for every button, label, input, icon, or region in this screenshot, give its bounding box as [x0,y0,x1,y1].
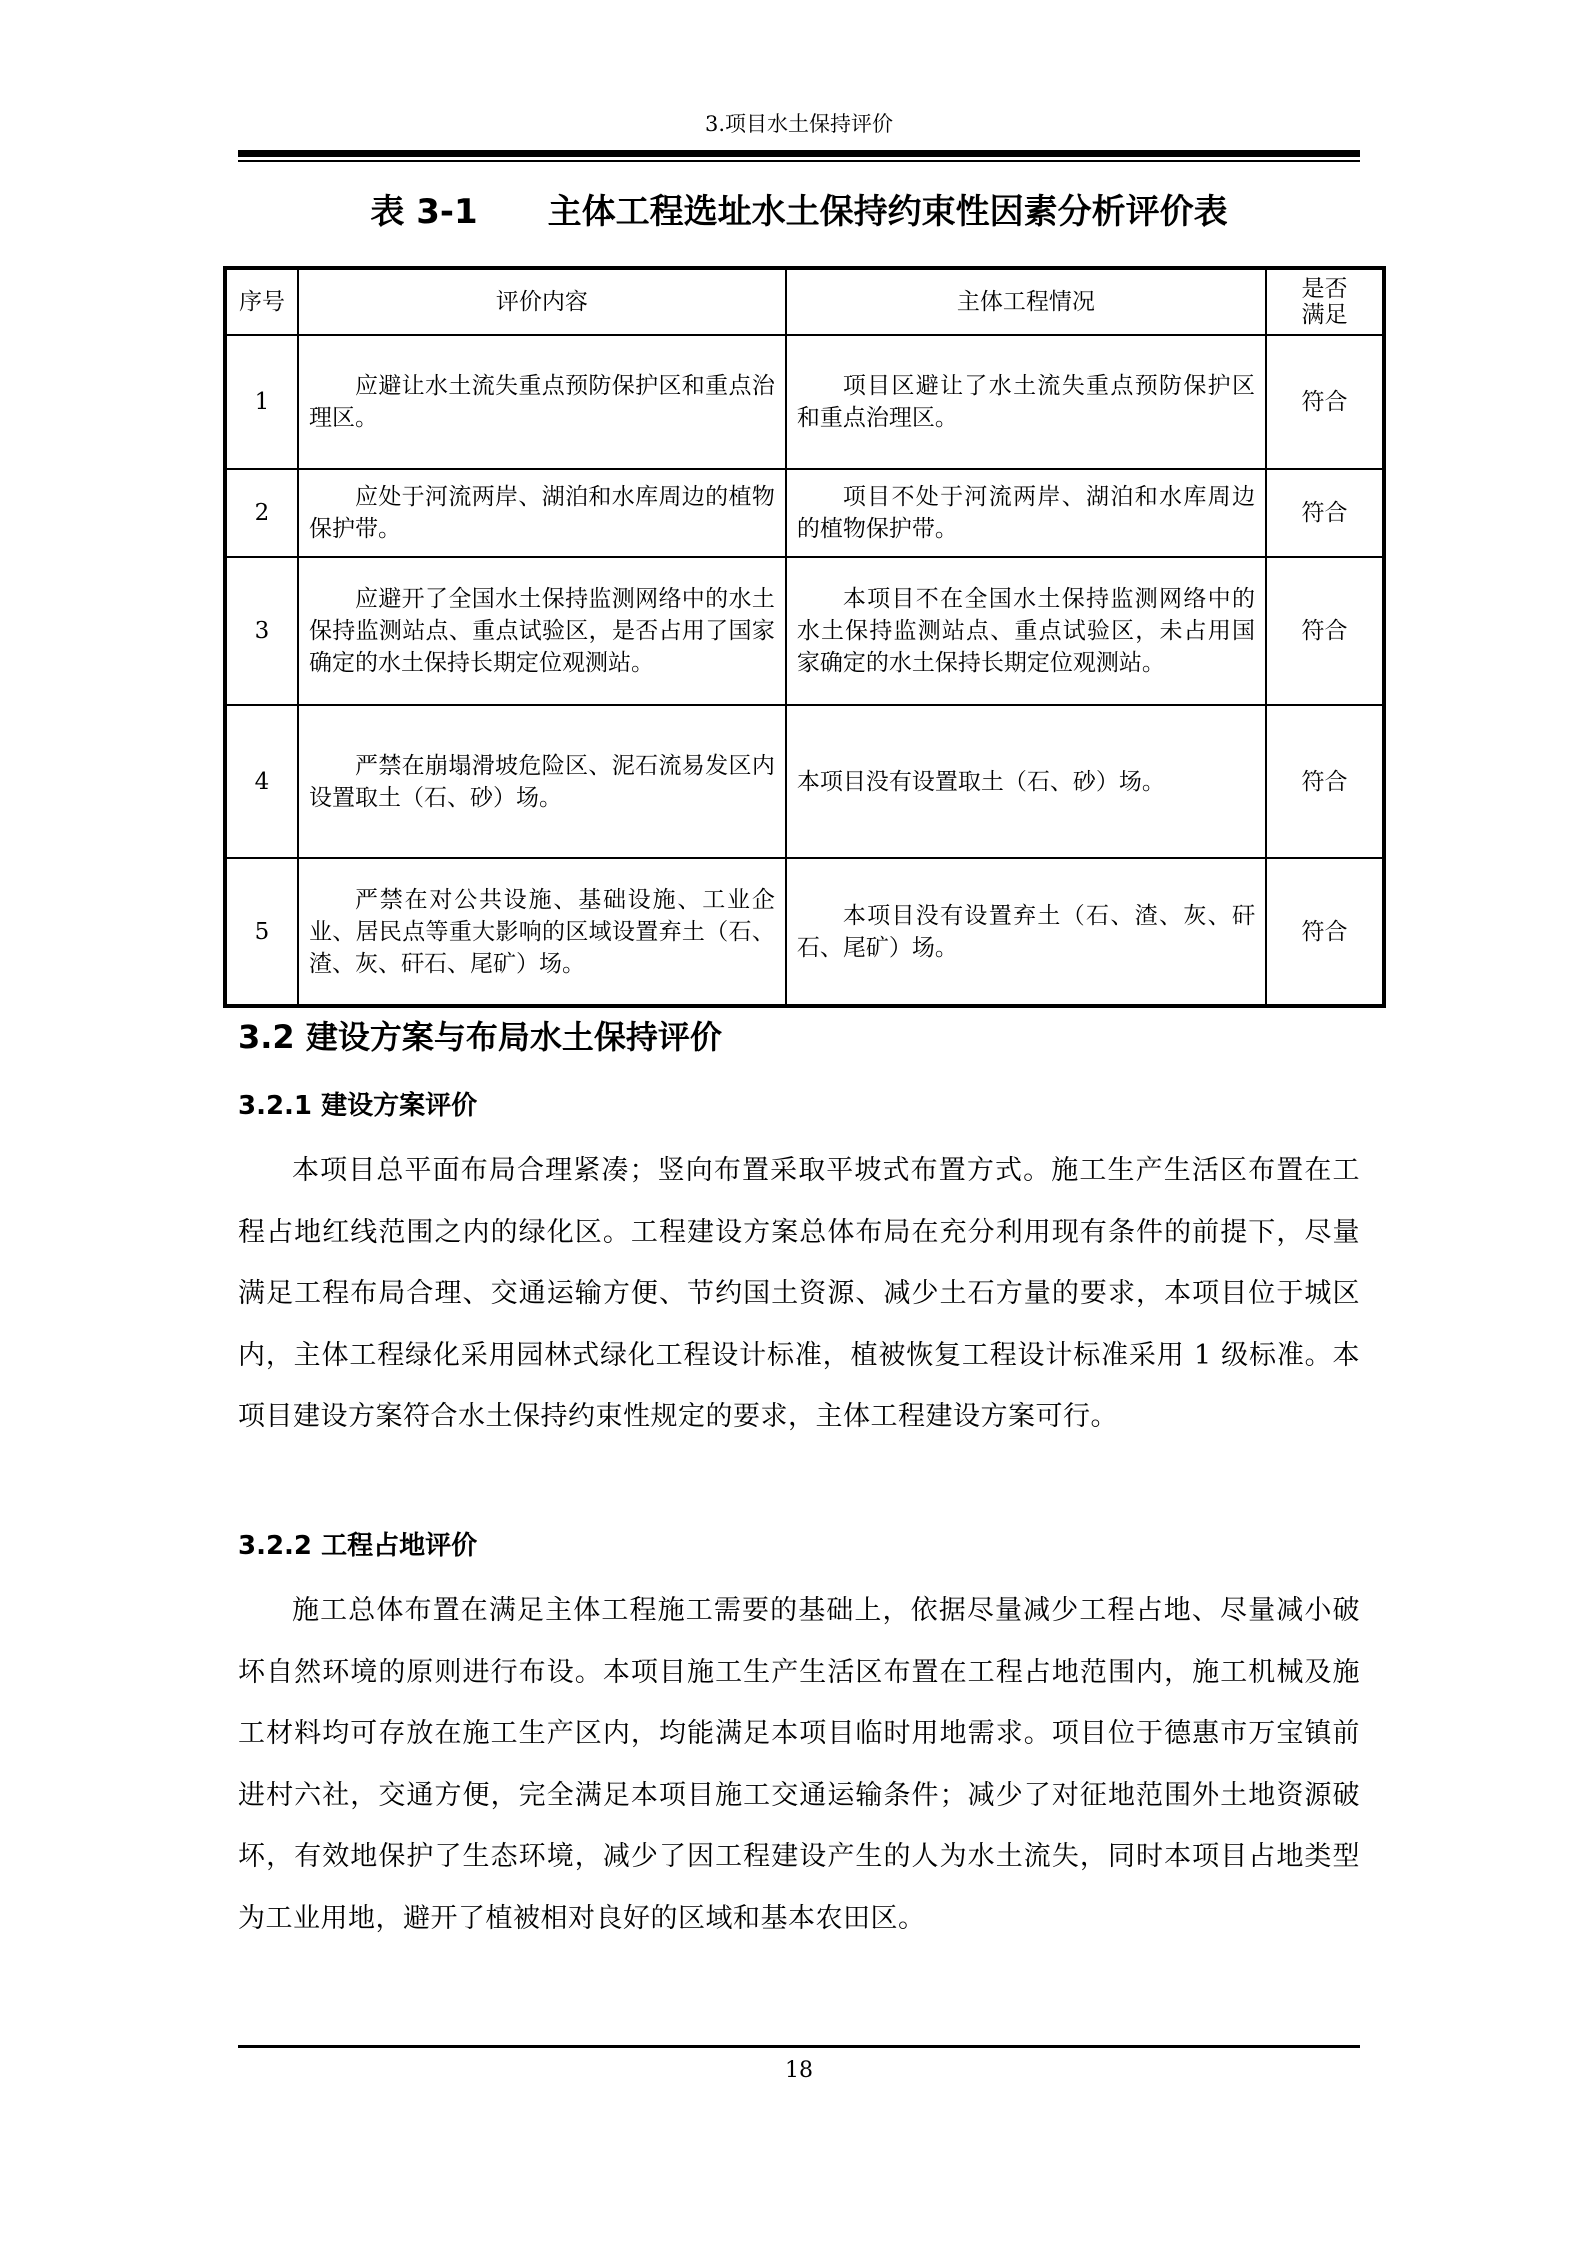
table-row [225,705,1384,858]
cell-situation: 项目区避让了水土流失重点预防保护区和重点治理区。 [786,335,1266,469]
cell-result: 符合 [1266,858,1384,1006]
table-row [225,858,1384,1006]
cell-number: 1 [225,335,298,469]
cell-result: 符合 [1266,335,1384,469]
section-heading-3-2: 3.2 建设方案与布局水土保持评价 [238,1018,722,1056]
page-number: 18 [785,2058,813,2083]
table-row [225,335,1384,469]
cell-number: 5 [225,858,298,1006]
cell-requirement: 严禁在崩塌滑坡危险区、泥石流易发区内设置取土（石、砂）场。 [298,705,786,858]
column-header-situation: 主体工程情况 [786,268,1266,335]
table-row [225,469,1384,557]
section-heading-3-2-2: 3.2.2 工程占地评价 [238,1531,478,1561]
running-header: 3.项目水土保持评价 [704,112,894,136]
cell-requirement: 严禁在对公共设施、基础设施、工业企业、居民点等重大影响的区域设置弃土（石、渣、灰、矸石、尾矿）场。 [298,858,786,1006]
cell-result: 符合 [1266,557,1384,705]
cell-number: 4 [225,705,298,858]
column-header-satisfied-line2: 满足 [1301,302,1348,328]
table-row [225,557,1384,705]
table-caption-number: 表 3-1 [370,192,478,232]
cell-situation: 本项目没有设置弃土（石、渣、灰、矸石、尾矿）场。 [786,858,1266,1006]
cell-situation: 项目不处于河流两岸、湖泊和水库周边的植物保护带。 [786,469,1266,557]
column-header-satisfied [1266,268,1384,335]
column-header-requirement: 评价内容 [298,268,786,335]
cell-requirement: 应避让水土流失重点预防保护区和重点治理区。 [298,335,786,469]
cell-situation: 本项目没有设置取土（石、砂）场。 [786,705,1266,858]
paragraph-3-2-1: 本项目总平面布局合理紧凑；竖向布置采取平坡式布置方式。施工生产生活区布置在工程占地红线范围之内的绿化区。工程建设方案总体布局在充分利用现有条件的前提下，尽量满足工程布局合理、交通运输方便、节约国土资源、减少土石方量的要求，本项目位于城区内，主体工程绿化采用园林式绿化工程设计标准，植被恢复工程设计标准采用 1 级标准。本项目建设方案符合水土保持约束性规定的要求，主体工程建设方案可行。 [238,1155,1360,1432]
table-caption-title: 主体工程选址水土保持约束性因素分析评价表 [547,192,1228,232]
table-caption [238,190,1360,234]
cell-result: 符合 [1266,469,1384,557]
evaluation-table [223,266,1386,1008]
cell-number: 2 [225,469,298,557]
section-heading-3-2-1: 3.2.1 建设方案评价 [238,1091,478,1121]
cell-result: 符合 [1266,705,1384,858]
column-header-satisfied-line1: 是否 [1301,276,1348,302]
cell-requirement: 应避开了全国水土保持监测网络中的水土保持监测站点、重点试验区，是否占用了国家确定的水土保持长期定位观测站。 [298,557,786,705]
header-rule-thin [238,160,1360,162]
cell-requirement: 应处于河流两岸、湖泊和水库周边的植物保护带。 [298,469,786,557]
column-header-number: 序号 [225,268,298,335]
header-rule-thick [238,150,1360,157]
cell-situation: 本项目不在全国水土保持监测网络中的水土保持监测站点、重点试验区，未占用国家确定的水土保持长期定位观测站。 [786,557,1266,705]
paragraph-3-2-2: 施工总体布置在满足主体工程施工需要的基础上，依据尽量减少工程占地、尽量减小破坏自然环境的原则进行布设。本项目施工生产生活区布置在工程占地范围内，施工机械及施工材料均可存放在施工生产区内，均能满足本项目临时用地需求。项目位于德惠市万宝镇前进村六社，交通方便，完全满足本项目施工交通运输条件；减少了对征地范围外土地资源破坏，有效地保护了生态环境，减少了因工程建设产生的人为水土流失，同时本项目占地类型为工业用地，避开了植被相对良好的区域和基本农田区。 [238,1595,1360,1934]
cell-number: 3 [225,557,298,705]
table-header-row [225,268,1384,335]
footer-rule [238,2045,1360,2048]
